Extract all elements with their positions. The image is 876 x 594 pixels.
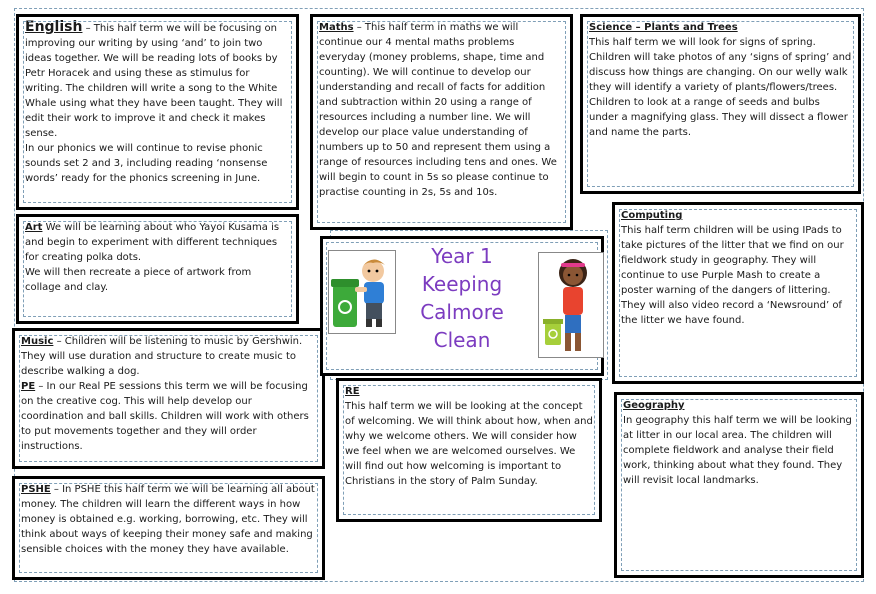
boy-recycling-image (328, 250, 396, 334)
page-title (392, 242, 532, 354)
english-text-2: In our phonics we will continue to revise phonic sounds set 2 and 3, including reading ‘nonsense words’ ready for the phonics screening in June. (25, 143, 268, 184)
maths-box (310, 14, 573, 230)
english-text-1: – This half term we will be focusing on improving our writing by using ‘and’ to join two ideas together. We will be reading lots of books by Petr Horacek and using these as stimulus for writing. The children will write a song to the White Whale using what they have been taught. They will edit their work to improve it and check it makes sense. (25, 23, 283, 139)
art-box (16, 214, 299, 324)
boy-recycling-icon (329, 251, 395, 333)
art-text-2: We will then recreate a piece of artwork from collage and clay. (25, 267, 252, 293)
girl-bin-icon (539, 253, 603, 357)
re-box (336, 378, 602, 522)
music-text: – Children will be listening to music by Gershwin. They will use duration and structure to create music to describe walking a dog. (21, 336, 303, 377)
title-line-year: Year 1 (431, 244, 493, 268)
science-text: This half term we will look for signs of spring. Children will take photos of any ‘signs of spring’ and discuss how things are changing. On our welly walk they will identify a variety of plants/flowers/trees. Children to look at a range of seeds and bulbs under a magnifying glass. They will dissect a flower and name the parts. (589, 37, 852, 138)
re-text: This half term we will be looking at the concept of welcoming. We will think about how, when and why we welcome others. We will consider how we feel when we are welcomed ourselves. We will find out how welcoming is important to Christians in the story of Palm Sunday. (345, 401, 593, 487)
pshe-heading: PSHE (21, 484, 51, 495)
music-pe-box (12, 328, 325, 469)
science-box (580, 14, 861, 194)
art-heading: Art (25, 222, 43, 233)
english-heading: English (25, 19, 83, 35)
computing-box (612, 202, 864, 384)
maths-heading: Maths (319, 22, 354, 33)
pe-text: – In our Real PE sessions this term we will be focusing on the creative cog. This will help develop our coordination and ball skills. Children will work with others to put movements together and they will order instructions. (21, 381, 309, 452)
girl-bin-image (538, 252, 604, 358)
pshe-box (12, 476, 325, 580)
computing-text: This half term children will be using IPads to take pictures of the litter that we find on our fieldwork study in geography. They will continue to use Purple Mash to create a poster warning of the dangers of littering. They will also video record a ‘Newsround’ of the litter we have found. (621, 225, 844, 326)
science-heading: Science – Plants and Trees (589, 22, 738, 33)
re-heading: RE (345, 386, 360, 397)
title-line-calmore: Calmore Clean (420, 300, 504, 352)
art-text-1: We will be learning about who Yayoi Kusama is and begin to experiment with different techniques for creating polka dots. (25, 222, 280, 263)
music-heading: Music (21, 336, 54, 347)
english-box (16, 14, 299, 210)
pe-heading: PE (21, 381, 36, 392)
pshe-text: – In PSHE this half term we will be learning all about money. The children will learn the different ways in how money is obtained e.g. working, borrowing, etc. They will think about ways of keeping their money safe and making sensible choices with the money they have available. (21, 484, 315, 555)
geography-heading: Geography (623, 400, 685, 411)
geography-text: In geography this half term we will be looking at litter in our local area. The children will complete fieldwork and analyse their field work, thinking about what they found. They will revisit local landmarks. (623, 415, 852, 486)
computing-heading: Computing (621, 210, 683, 221)
maths-text: – This half term in maths we will continue our 4 mental maths problems everyday (money problems, shape, time and counting). We will continue to develop our understanding and recall of facts for addition and subtraction within 20 using a range of resources including a number line. We will develop our place value understanding of numbers up to 50 and represent them using a range of resources including tens and ones. We will begin to count in 5s so please continue to practise counting in 2s, 5s and 10s. (319, 22, 557, 198)
title-line-keeping: Keeping (421, 272, 503, 296)
geography-box (614, 392, 864, 578)
